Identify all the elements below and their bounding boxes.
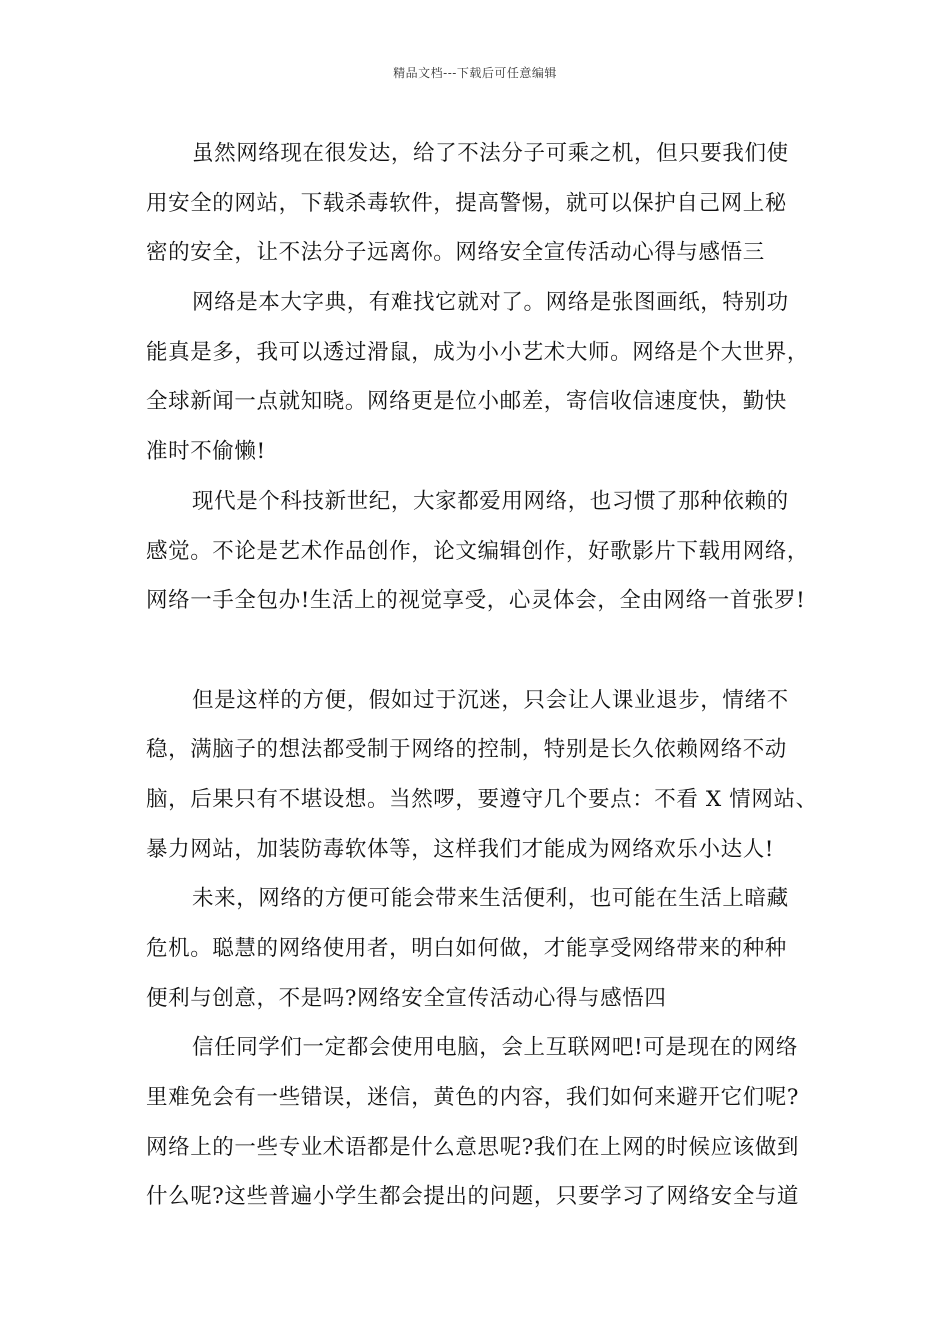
text-line: 全球新闻一点就知晓。网络更是位小邮差，寄信收信速度快，勤快 [146,389,787,415]
text-line: 现代是个科技新世纪，大家都爱用网络，也习惯了那种依赖的 [192,488,789,514]
text-line: 里难免会有一些错误，迷信，黄色的内容，我们如何来避开它们呢? [146,1085,800,1111]
text-line: 感觉。不论是艺术作品创作，论文编辑创作，好歌影片下载用网络， [146,538,810,564]
text-line: 网络一手全包办!生活上的视觉享受，心灵体会，全由网络一首张罗! [146,588,806,614]
text-line: 暴力网站，加装防毒软体等，这样我们才能成为网络欢乐小达人! [146,836,775,862]
text-line: 但是这样的方便，假如过于沉迷，只会让人课业退步，情绪不 [192,687,789,713]
text-line: 危机。聪慧的网络使用者，明白如何做，才能享受网络带来的种种 [146,936,787,961]
text-line: 准时不偷懒! [146,439,266,465]
document-body [146,129,822,1222]
text-line: 网络上的一些专业术语都是什么意思呢?我们在上网的时候应该做到 [146,1134,800,1160]
text-line: 虽然网络现在很发达，给了不法分子可乘之机，但只要我们使 [192,141,789,166]
text-line: 便利与创意，不是吗?网络安全宣传活动心得与感悟四 [146,985,667,1011]
text-line: 能真是多，我可以透过滑鼠，成为小小艺术大师。网络是个大世界， [146,339,810,365]
text-line: 什么呢?这些普遍小学生都会提出的问题，只要学习了网络安全与道 [146,1184,800,1210]
text-line: 网络是本大字典，有难找它就对了。网络是张图画纸，特别功 [192,290,789,316]
paragraph-gap [146,626,822,676]
page-header: 精品文档---下载后可任意编辑 [393,66,557,80]
text-line: 密的安全，让不法分子远离你。网络安全宣传活动心得与感悟三 [146,240,765,266]
text-line: 信任同学们一定都会使用电脑，会上互联网吧!可是现在的网络 [192,1035,798,1061]
text-line: 用安全的网站，下载杀毒软件，提高警惕，就可以保护自己网上秘 [146,190,787,216]
text-line: 未来，网络的方便可能会带来生活便利，也可能在生活上暗藏 [192,886,789,912]
text-line: 脑，后果只有不堪设想。当然啰，要遵守几个要点：不看 X 情网站、 [146,786,818,812]
text-line: 稳，满脑子的想法都受制于网络的控制，特别是长久依赖网络不动 [146,737,787,763]
